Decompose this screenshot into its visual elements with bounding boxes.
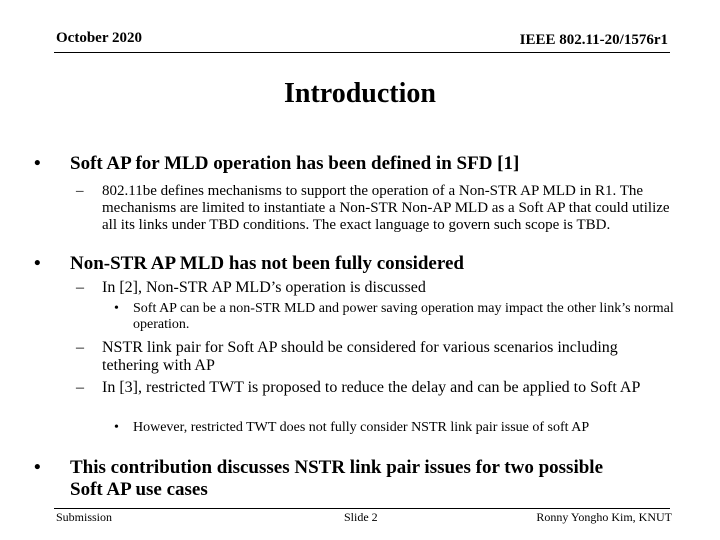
- dash-marker: –: [76, 339, 84, 356]
- footer-slide-number: Slide 2: [344, 510, 378, 524]
- bullet-marker: •: [34, 253, 41, 274]
- dash-marker: –: [76, 279, 84, 296]
- footer-rule: [54, 508, 670, 509]
- bullet-2-text: Non-STR AP MLD has not been fully considered: [70, 253, 464, 274]
- dash-marker: –: [76, 183, 84, 199]
- bullet-marker: •: [114, 420, 119, 435]
- bullet-3-text: This contribution discusses NSTR link pair issues for two possible Soft AP use cases: [70, 457, 604, 500]
- bullet-1-sub-1-text: 802.11be defines mechanisms to support the operation of a Non-STR AP MLD in R1. The mechanisms are limited to instantiate a Non-STR Non-AP MLD as a Soft AP that could utilize all its links under TBD conditions. The exact language to govern such scope is TBD.: [102, 183, 670, 233]
- bullet-2-sub-3-text: In [3], restricted TWT is proposed to reduce the delay and can be applied to Soft AP: [102, 379, 641, 396]
- bullet-1-text: Soft AP for MLD operation has been defined in SFD [1]: [70, 153, 520, 174]
- header-date: October 2020: [56, 30, 142, 46]
- header-doc-id: IEEE 802.11-20/1576r1: [519, 32, 668, 48]
- bullet-2-sub-3-sub-text: However, restricted TWT does not fully consider NSTR link pair issue of soft AP: [133, 420, 590, 435]
- bullet-marker: •: [34, 457, 41, 478]
- bullet-marker: •: [34, 153, 41, 174]
- footer-submission: Submission: [56, 510, 113, 524]
- bullet-2-sub-1-sub-text: Soft AP can be a non-STR MLD and power saving operation may impact the other link’s normal operation.: [133, 301, 674, 332]
- bullet-2-sub-2-text: NSTR link pair for Soft AP should be considered for various scenarios including tethering with AP: [102, 339, 618, 374]
- header-rule: [54, 52, 670, 53]
- bullet-2-sub-1-text: In [2], Non-STR AP MLD’s operation is discussed: [102, 279, 426, 296]
- dash-marker: –: [76, 379, 84, 396]
- slide-title: Introduction: [284, 78, 436, 109]
- footer-author: Ronny Yongho Kim, KNUT: [536, 510, 672, 524]
- bullet-marker: •: [114, 301, 119, 316]
